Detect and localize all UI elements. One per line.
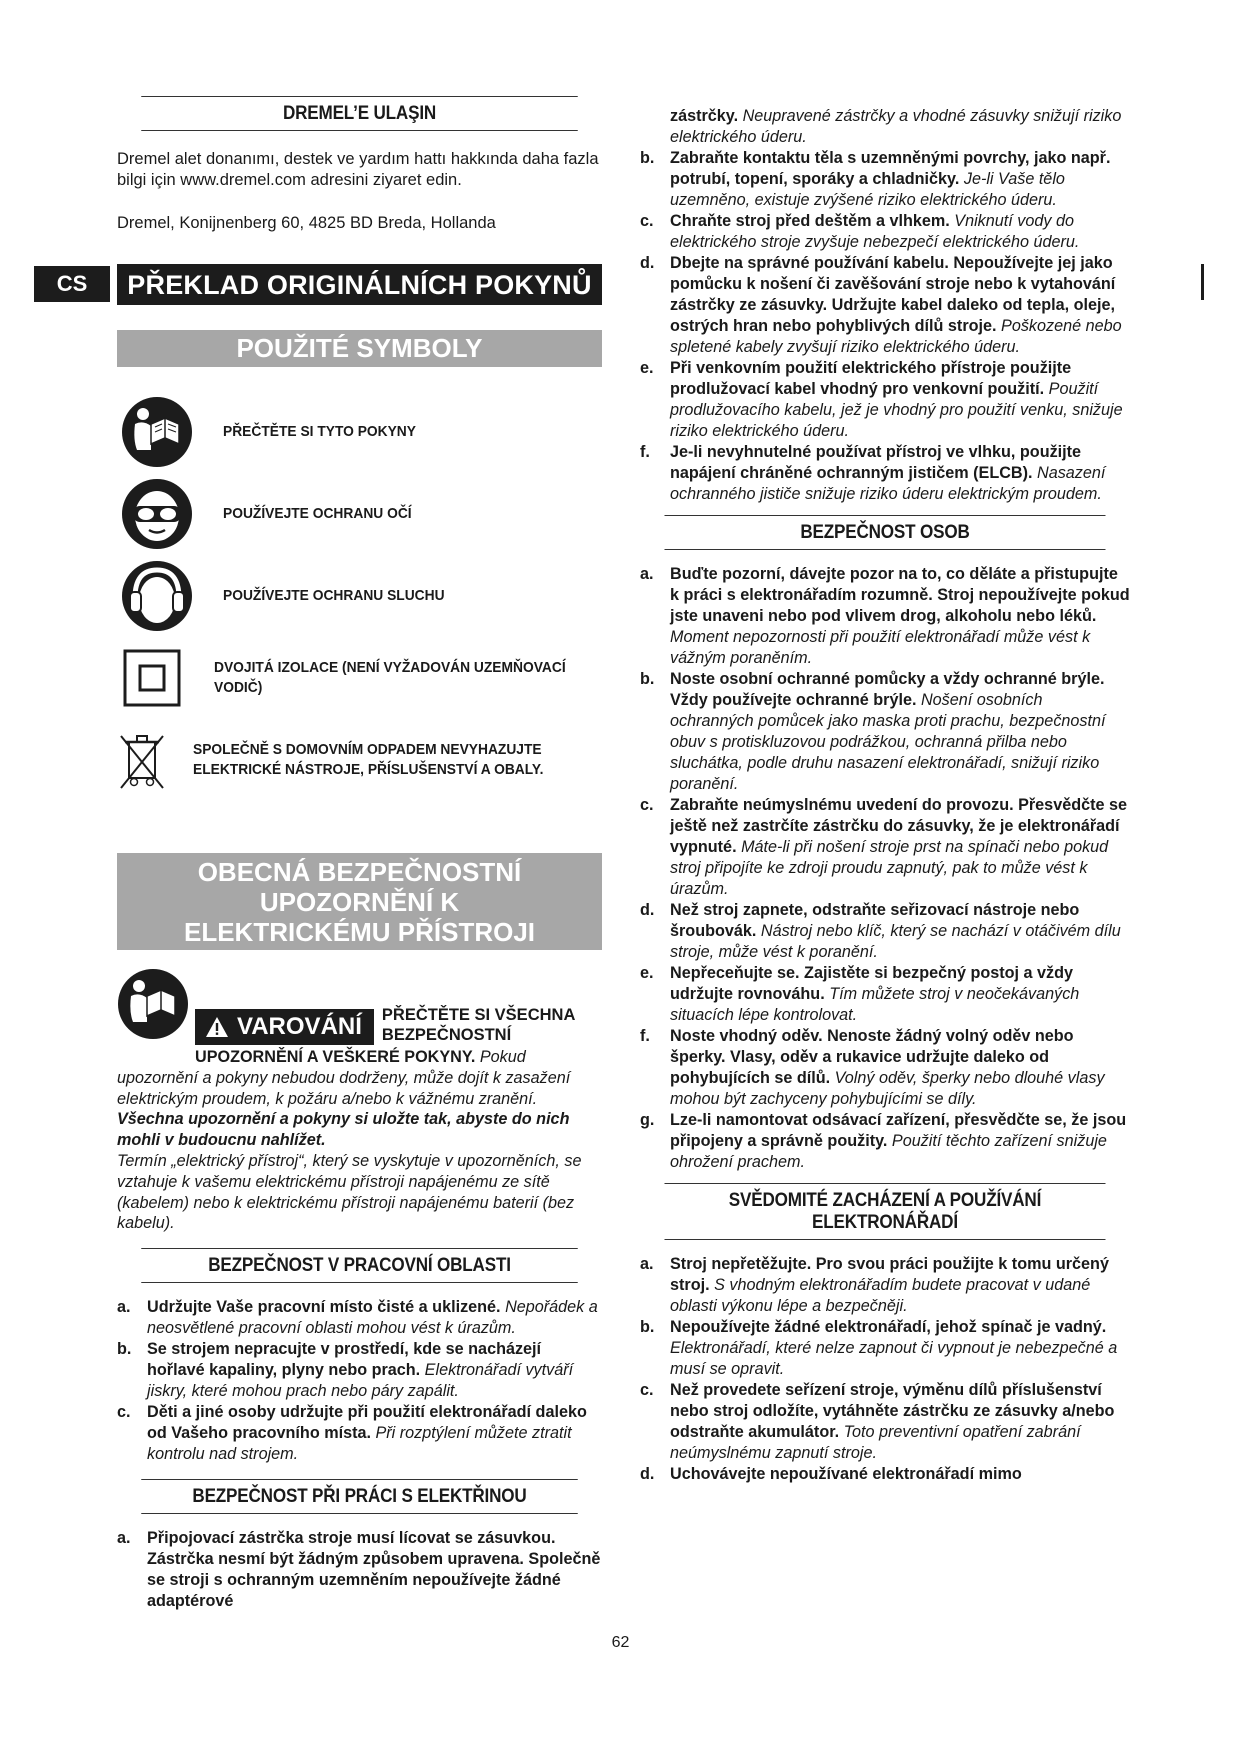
item-lead: Chraňte stroj před deštěm a vlhkem. (670, 212, 950, 230)
item-rest: Poškozené nebo spletené kabely zvyšují riziko elektrického úderu. (670, 317, 1122, 356)
list-item (640, 1380, 1130, 1464)
warning-text (117, 1047, 602, 1109)
left-column (117, 96, 602, 1612)
list-item (640, 1254, 1130, 1317)
item-rest: Použití těchto zařízení snižuje ohrožení prachem. (670, 1132, 1107, 1171)
item-label: c. (640, 212, 654, 230)
careful-use-heading-line2: ELEKTRONÁŘADÍ (812, 1212, 958, 1233)
warning-block (117, 968, 602, 1045)
item-label: b. (640, 149, 655, 167)
item-label: a. (117, 1298, 131, 1317)
list-item (640, 253, 1130, 358)
warning-heading-line: UPOZORNĚNÍ A VEŠKERÉ POKYNY. (195, 1048, 476, 1066)
symbol-row (117, 473, 602, 555)
address-text: Dremel, Konijnenberg 60, 4825 BD Breda, Hollanda (117, 214, 496, 232)
list-item (117, 1339, 602, 1402)
symbol-label: POUŽÍVEJTE OCHRANU OČÍ (223, 505, 412, 522)
contact-heading: DREMEL’E ULAŞIN (141, 96, 578, 131)
item-label: b. (640, 670, 655, 688)
translation-title: PŘEKLAD ORIGINÁLNÍCH POKYNŮ (117, 264, 602, 305)
crossed-bin-icon (117, 730, 167, 790)
item-label: f. (640, 1027, 650, 1045)
item-lead: Stroj nepřetěžujte. Pro svou práci použijte k tomu určený stroj. (670, 1255, 1109, 1294)
item-rest: Nasazení ochranného jističe snižuje riziko úderu elektrickým proudem. (670, 464, 1106, 503)
careful-use-heading (665, 1183, 1106, 1240)
warning-badge (195, 1009, 374, 1045)
item-lead: Dbejte na správné používání kabelu. Nepoužívejte jej jako pomůcku k nošení či zavěšování stroje nebo k vytahování zástrčky ze zásuvky. Udržujte kabel daleko od tepla, oleje, ostrých hran nebo pohyblivých dílů stroje. (670, 254, 1116, 335)
item-label: e. (640, 359, 654, 377)
symbol-row (117, 555, 602, 637)
item-rest: Nástroj nebo klíč, který se nachází v otáčivém dílu stroje, může vést k poranění. (670, 922, 1121, 961)
item-rest: Moment nepozornosti při použití elektronářadí může vést k vážným poraněním. (670, 628, 1091, 667)
warning-triangle-icon (205, 1016, 229, 1038)
symbol-label: POUŽÍVEJTE OCHRANU SLUCHU (223, 587, 445, 604)
item-label: a. (640, 1255, 654, 1273)
general-safety-title-line2: ELEKTRICKÉMU PŘÍSTROJI (183, 917, 536, 947)
electrical-list (117, 1528, 602, 1612)
symbol-row (117, 719, 602, 801)
item-lead: Než stroj zapnete, odstraňte seřizovací nástroje nebo šroubovák. (670, 901, 1080, 940)
electrical-list-continued (640, 148, 1130, 505)
list-item (640, 1317, 1130, 1380)
symbols-list (117, 391, 602, 801)
warning-heading (382, 1005, 575, 1045)
item-label: d. (640, 254, 655, 272)
general-safety-title (117, 853, 602, 950)
contact-text: Dremel alet donanımı, destek ve yardım hattı hakkında daha fazla bilgi için www.dremel.com adresini ziyaret edin. (117, 150, 599, 189)
page-number: 62 (611, 1634, 630, 1651)
list-item (640, 669, 1130, 795)
right-column (640, 106, 1130, 1485)
page-edge-marker (1201, 264, 1204, 300)
item-rest: Při rozptýlení můžete ztratit kontrolu nad strojem. (147, 1424, 572, 1464)
item-lead: zástrčky. (670, 107, 739, 125)
item-lead: Připojovací zástrčka stroje musí lícovat se zásuvkou. Zástrčka nesmí být žádným způsobem upravena. Společně se stroji s ochranným uzemněním nepoužívejte žádné adaptérové (147, 1529, 601, 1611)
list-item (640, 1110, 1130, 1173)
list-item (640, 795, 1130, 900)
symbol-row (117, 391, 602, 473)
item-label: b. (117, 1340, 132, 1359)
careful-use-heading-line1: SVĚDOMITÉ ZACHÁZENÍ A POUŽÍVÁNÍ (728, 1190, 1042, 1211)
symbol-row (117, 637, 602, 719)
item-lead: Děti a jiné osoby udržujte při použití elektronářadí daleko od Vašeho pracovního místa. (147, 1403, 587, 1443)
list-item (640, 1026, 1130, 1110)
item-lead: Zabraňte kontaktu těla s uzemněnými povrchy, jako např. potrubí, topení, sporáky a chladničky. (670, 149, 1111, 188)
language-tab: CS (34, 266, 110, 302)
item-rest: S vhodným elektronářadím budete pracovat v udané oblasti výkonu lépe a bezpečněji. (670, 1276, 1091, 1315)
warning-heading-line: BEZPEČNOSTNÍ (381, 1026, 512, 1044)
item-label: a. (117, 1529, 131, 1548)
item-label: d. (640, 901, 655, 919)
list-item (640, 442, 1130, 505)
item-rest: Nošení osobních ochranných pomůcek jako maska proti prachu, bezpečnostní obuv s protiskluzovou podrážkou, ochranná přilba nebo sluchátka, podle druhu nasazení elektronářadí, snižují riziko poranění. (670, 691, 1106, 793)
symbol-label: SPOLEČNĚ S DOMOVNÍM ODPADEM NEVYHAZUJTE ELEKTRICKÉ NÁSTROJE, PŘÍSLUŠENSTVÍ A OBALY. (193, 741, 544, 778)
list-item-continued (640, 106, 1130, 148)
careful-use-list (640, 1254, 1130, 1485)
item-lead: Nepoužívejte žádné elektronářadí, jehož spínač je vadný. (670, 1318, 1107, 1336)
symbols-title: POUŽITÉ SYMBOLY (117, 330, 602, 367)
work-area-list (117, 1297, 602, 1465)
item-rest: Máte-li při nošení stroje prst na spínači nebo pokud stroj připojíte ke zdroji proudu zapnutý, pak to může vést k úrazům. (670, 838, 1109, 898)
general-safety-title-line1: OBECNÁ BEZPEČNOSTNÍ UPOZORNĚNÍ K (197, 857, 522, 917)
list-item (640, 211, 1130, 253)
item-lead: Buďte pozorní, dávejte pozor na to, co děláte a přistupujte k práci s elektronářadím rozumně. Stroj nepoužívejte pokud jste unaveni nebo pod vlivem drog, alkoholu nebo léků. (670, 565, 1130, 625)
item-rest: Použití prodlužovacího kabelu, jež je vhodný pro použití venku, snižuje riziko elektrického úderu. (670, 380, 1123, 440)
warning-badge-label: VAROVÁNÍ (237, 1013, 362, 1040)
term-note-text: Termín „elektrický přístroj“, který se vyskytuje v upozorněních, se vztahuje k vašemu elektrickému přístroji napájenému ze sítě (kabelem) nebo k elektrickému přístroji napájenému baterií (bez kabelu). (117, 1151, 582, 1233)
read-manual-icon (117, 968, 189, 1045)
warning-heading-line: PŘEČTĚTE SI VŠECHNA (381, 1006, 576, 1024)
item-rest: Elektronářadí, které nelze zapnout či vypnout je nebezpečné a musí se opravit. (670, 1339, 1118, 1378)
item-rest: Tím můžete stroj v neočekávaných situacích lépe kontrolovat. (670, 985, 1080, 1024)
item-lead: Noste vhodný oděv. Nenoste žádný volný oděv nebo šperky. Vlasy, oděv a rukavice udržujte daleko od pohybujících se dílů. (670, 1027, 1074, 1087)
eye-protection-icon (117, 478, 197, 550)
item-label: b. (640, 1318, 655, 1336)
item-label: f. (640, 443, 650, 461)
item-lead: Zabraňte neúmyslnému uvedení do provozu. Přesvědčte se ještě než zastrčíte zástrčku do zásuvky, že je elektronářadí vypnuté. (670, 796, 1127, 856)
warning-italic-text: Pokud upozornění a pokyny nebudou dodrženy, může dojít k zasažení elektrickým proudem, k požáru a/nebo k vážnému zranění. (117, 1048, 571, 1108)
item-lead: Lze-li namontovat odsávací zařízení, přesvědčte se, že jsou připojeny a správně použity. (670, 1111, 1127, 1150)
item-lead: Nepřeceňujte se. Zajistěte si bezpečný postoj a vždy udržujte rovnováhu. (670, 964, 1074, 1003)
item-lead: Noste osobní ochranné pomůcky a vždy ochranné brýle. Vždy používejte ochranné brýle. (670, 670, 1105, 709)
item-label: c. (640, 1381, 654, 1399)
item-lead: Při venkovním použití elektrického přístroje použijte prodlužovací kabel vhodný pro venkovní použití. (670, 359, 1072, 398)
list-item (117, 1297, 602, 1339)
list-item (117, 1402, 602, 1465)
list-item (640, 358, 1130, 442)
item-label: g. (640, 1111, 655, 1129)
list-item (117, 1528, 602, 1612)
double-insulation-icon (117, 648, 188, 708)
item-lead: Je-li nevyhnutelné používat přístroj ve vlhku, použijte napájení chráněné ochranným jističem (ELCB). (670, 443, 1082, 482)
work-area-heading: BEZPEČNOST V PRACOVNÍ OBLASTI (141, 1248, 578, 1283)
item-rest: Neupravené zástrčky a vhodné zásuvky snižují riziko elektrického úderu. (670, 107, 1122, 146)
item-rest: Volný oděv, šperky nebo dlouhé vlasy mohou být zachyceny pohybujícími se díly. (670, 1069, 1105, 1108)
item-label: c. (117, 1403, 131, 1422)
list-item (640, 148, 1130, 211)
item-lead: Uchovávejte nepoužívané elektronářadí mimo (670, 1465, 1022, 1483)
symbol-label: DVOJITÁ IZOLACE (NENÍ VYŽADOVÁN UZEMŇOVACÍ VODIČ) (213, 659, 566, 696)
personal-safety-list (640, 564, 1130, 1173)
item-label: e. (640, 964, 654, 982)
list-item (640, 1464, 1130, 1485)
keep-instructions-text: Všechna upozornění a pokyny si uložte tak, abyste do nich mohli v budoucnu nahlížet. (117, 1110, 570, 1150)
item-rest: Nepořádek a neosvětlené pracovní oblasti mohou vést k úrazům. (147, 1298, 598, 1338)
item-lead: Než provedete seřízení stroje, výměnu dílů příslušenství nebo stroj odložíte, vytáhněte zástrčku ze zásuvky a/nebo odstraňte akumulátor. (670, 1381, 1115, 1441)
personal-safety-heading: BEZPEČNOST OSOB (665, 515, 1106, 550)
item-rest: Toto preventivní opatření zabrání neúmyslnému zapnutí stroje. (670, 1423, 1081, 1462)
list-item (640, 963, 1130, 1026)
item-label: d. (640, 1465, 655, 1483)
item-lead: Se strojem nepracujte v prostředí, kde se nacházejí hořlavé kapaliny, plyny nebo prach. (147, 1340, 542, 1380)
read-manual-icon (117, 396, 197, 468)
item-label: c. (640, 796, 654, 814)
electrical-safety-heading: BEZPEČNOST PŘI PRÁCI S ELEKTŘINOU (141, 1479, 578, 1514)
item-lead: Udržujte Vaše pracovní místo čisté a uklizené. (147, 1298, 501, 1317)
item-label: a. (640, 565, 654, 583)
symbol-label: PŘEČTĚTE SI TYTO POKYNY (223, 423, 416, 440)
list-item (640, 564, 1130, 669)
list-item (640, 900, 1130, 963)
item-rest: Je-li Vaše tělo uzemněno, existuje zvýšené riziko elektrického úderu. (670, 170, 1065, 209)
item-rest: Elektronářadí vytváří jiskry, které mohou prach nebo páry zapálit. (147, 1361, 574, 1401)
item-rest: Vniknutí vody do elektrického stroje zvyšuje nebezpečí elektrického úderu. (670, 212, 1080, 251)
ear-protection-icon (117, 560, 197, 632)
